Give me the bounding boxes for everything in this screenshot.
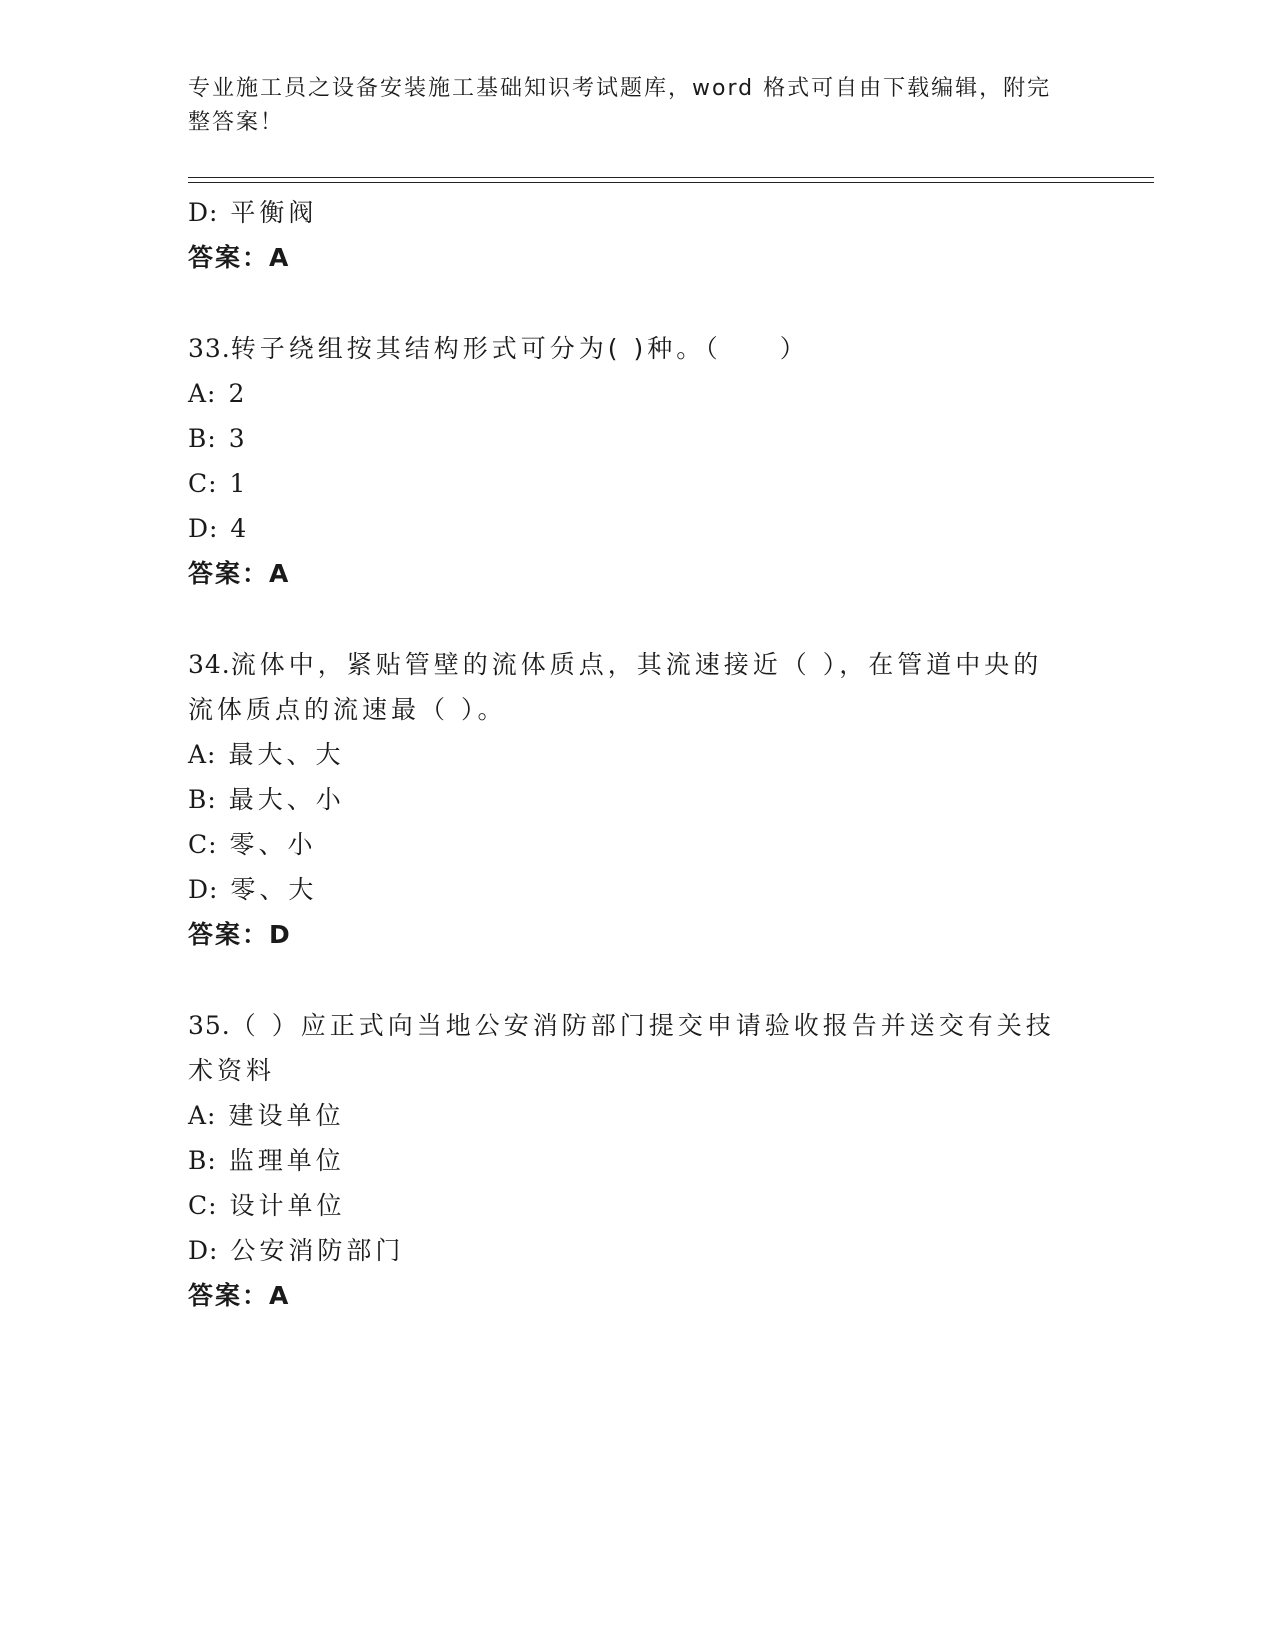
option-text: 零、小 [229, 830, 317, 859]
spacer [188, 596, 1088, 642]
document-body [188, 190, 1088, 1318]
option-a [188, 371, 1088, 416]
question-number: 35. [188, 1011, 231, 1040]
option-label: B: [188, 424, 217, 453]
answer: 答案：A [188, 1281, 291, 1310]
answer: 答案：D [188, 920, 292, 949]
spacer [188, 280, 1088, 326]
header-rule-top [188, 177, 1154, 178]
option-text: 2 [228, 379, 246, 408]
document-header [188, 72, 1068, 140]
option-a [188, 732, 1088, 777]
option-text: 平衡阀 [230, 198, 318, 227]
option-b [188, 777, 1088, 822]
option-text: 最大、小 [228, 785, 345, 814]
option-label: D: [188, 875, 219, 904]
option-text: 1 [229, 469, 247, 498]
option-text: 建设单位 [228, 1101, 345, 1130]
question-35 [188, 1003, 1088, 1318]
header-line-2: 整答案！ [188, 110, 285, 135]
option-label: A: [188, 379, 217, 408]
question-stem [188, 326, 1068, 371]
option-d [188, 1228, 1088, 1273]
answer: 答案：A [188, 559, 291, 588]
option-c [188, 461, 1088, 506]
option-label: A: [188, 740, 217, 769]
option-b [188, 416, 1088, 461]
question-stem [188, 642, 1068, 732]
question-stem-line: 术资料 [188, 1056, 276, 1085]
option-c [188, 822, 1088, 867]
option-d [188, 867, 1088, 912]
question-33 [188, 326, 1088, 596]
option-text: 公安消防部门 [230, 1236, 405, 1265]
question-stem-line: （ ）应正式向当地公安消防部门提交申请验收报告并送交有关技 [230, 1011, 1055, 1040]
option-text: 4 [230, 514, 248, 543]
header-rule-bottom [188, 182, 1154, 183]
option-label: D: [188, 514, 219, 543]
option-text: 零、大 [230, 875, 318, 904]
question-stem-line: 流体中，紧贴管壁的流体质点，其流速接近（ ），在管道中央的 [230, 650, 1043, 679]
option-d-prev [188, 190, 1088, 235]
question-stem [188, 1003, 1068, 1093]
option-d [188, 506, 1088, 551]
option-text: 监理单位 [228, 1146, 345, 1175]
spacer [188, 957, 1088, 1003]
option-a [188, 1093, 1088, 1138]
option-label: C: [188, 830, 218, 859]
option-b [188, 1138, 1088, 1183]
option-c [188, 1183, 1088, 1228]
option-label: B: [188, 785, 217, 814]
option-label: C: [188, 1191, 218, 1220]
question-number: 34. [188, 650, 231, 679]
option-label: C: [188, 469, 218, 498]
option-text: 3 [228, 424, 246, 453]
option-label: D: [188, 1236, 219, 1265]
option-label: B: [188, 1146, 217, 1175]
header-line-1: 专业施工员之设备安装施工基础知识考试题库，word 格式可自由下载编辑，附完 [188, 76, 1052, 101]
option-label: D: [188, 198, 219, 227]
question-stem-line: 流体质点的流速最（ ）。 [188, 695, 507, 724]
question-stem-line: 转子绕组按其结构形式可分为( )种。（ ） [230, 334, 809, 363]
question-34 [188, 642, 1088, 957]
option-text: 最大、大 [228, 740, 345, 769]
option-label: A: [188, 1101, 217, 1130]
option-text: 设计单位 [229, 1191, 346, 1220]
answer-prev: 答案：A [188, 243, 291, 272]
question-number: 33. [188, 334, 231, 363]
